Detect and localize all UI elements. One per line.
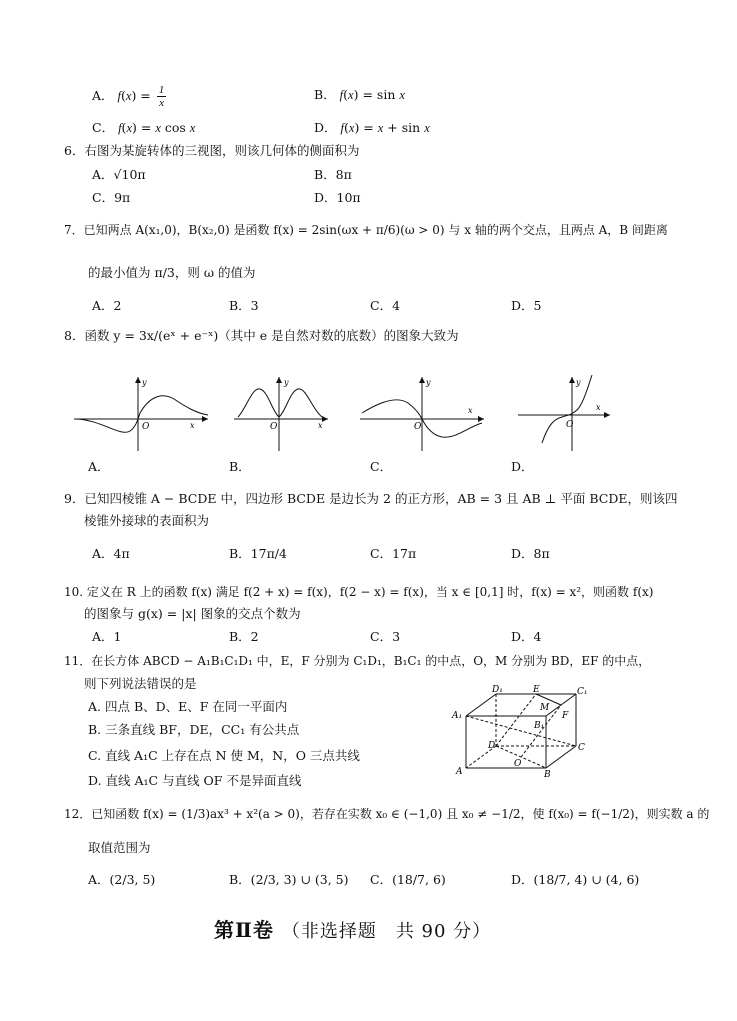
q5-option-c: C． f(x) = x cos x xyxy=(92,120,196,135)
q9-option-c: C．17π xyxy=(370,546,417,561)
q6-option-c: C．9π xyxy=(92,190,131,205)
q8-graph-d-ylabel: y xyxy=(576,378,581,387)
q7-option-b: B．3 xyxy=(229,298,259,313)
q9-stem-line1: 9．已知四棱锥 A − BCDE 中，四边形 BCDE 是边长为 2 的正方形，AB = 3 且 AB ⊥ 平面 BCDE，则该四 xyxy=(64,491,678,506)
q10-option-d: D．4 xyxy=(511,629,542,644)
fig-label-b1: B₁ xyxy=(534,721,545,731)
q10-option-a: A．1 xyxy=(92,629,122,644)
q8-label-c: C． xyxy=(370,459,393,474)
q9-option-d: D．8π xyxy=(511,546,550,561)
q8-stem: 8．函数 y = 3x/(eˣ + e⁻ˣ)（其中 e 是自然对数的底数）的图象大致为 xyxy=(64,328,459,343)
q7-stem-body: A(x₁,0)，B(x₂,0) 是函数 f(x) = 2sin(ωx + π/6)(ω > 0) 与 x 轴的两个交点，且两点 A，B 间距离 xyxy=(135,223,668,237)
section-title-main: 第Ⅱ卷 xyxy=(214,918,274,942)
q11-stem-line1: 11．在长方体 ABCD − A₁B₁C₁D₁ 中，E，F 分别为 C₁D₁，B₁C₁ 的中点，O，M 分别为 BD，EF 的中点， xyxy=(64,654,651,668)
q8-graph-a xyxy=(72,373,212,453)
q9-option-b: B．17π/4 xyxy=(229,546,287,561)
q5-option-a-math: f xyxy=(117,89,121,103)
q10-option-b: B．2 xyxy=(229,629,259,644)
q11-cuboid-figure xyxy=(448,684,598,779)
q6-stem: 6．右图为某旋转体的三视图，则该几何体的侧面积为 xyxy=(64,143,360,158)
q6-option-a: A．√10π xyxy=(92,167,146,182)
q5-option-c-label: C． xyxy=(92,120,115,135)
fig-label-m: M xyxy=(540,703,550,713)
q8-label-b: B． xyxy=(229,459,251,474)
fig-label-d1: D₁ xyxy=(492,685,503,695)
q5-option-b-label: B． xyxy=(314,87,336,102)
fig-label-e: E xyxy=(533,685,540,695)
q10-option-c: C．3 xyxy=(370,629,401,644)
q12-option-a: A．(2/3, 5) xyxy=(88,872,156,887)
q6-option-d: D．10π xyxy=(314,190,361,205)
q5-option-b: B． f(x) = sin x xyxy=(314,87,405,102)
q8-graph-c xyxy=(358,373,488,453)
q5-option-a-label: A． xyxy=(92,88,114,103)
fig-label-c1: C₁ xyxy=(577,687,588,697)
q7-stem-line1 xyxy=(64,222,668,238)
fig-label-a: A xyxy=(456,767,463,777)
q6-option-b: B．8π xyxy=(314,167,352,182)
section-title xyxy=(214,914,491,943)
fig-label-d: D xyxy=(488,741,496,751)
fig-label-f: F xyxy=(562,711,569,721)
q8-graph-d xyxy=(516,373,616,453)
q7-stem-prefix: 7．已知两点 xyxy=(64,223,132,237)
q8-label-a: A． xyxy=(88,459,110,474)
q8-graph-d-origin: O xyxy=(566,420,574,430)
q5-option-d-label: D． xyxy=(314,120,337,135)
fig-label-o: O xyxy=(514,759,522,769)
q11-option-a: A. 四点 B、D、E、F 在同一平面内 xyxy=(88,699,288,714)
q10-stem-line1: 10. 定义在 R 上的函数 f(x) 满足 f(2 + x) = f(x)，f(2 − x) = f(x)，当 x ∈ [0,1] 时，f(x) = x²，则函数 f(x) xyxy=(64,585,654,599)
q9-stem-line2: 棱锥外接球的表面积为 xyxy=(84,513,210,528)
q12-stem-line2: 取值范围为 xyxy=(88,840,151,855)
q8-graph-d-xlabel: x xyxy=(596,403,601,412)
q12-option-b: B．(2/3, 3) ∪ (3, 5) xyxy=(229,872,349,887)
q8-label-d: D． xyxy=(511,459,534,474)
q7-option-c: C．4 xyxy=(370,298,401,313)
q8-graph-c-origin: O xyxy=(414,422,422,432)
q8-graph-c-xlabel: x xyxy=(468,406,473,415)
q8-graph-b xyxy=(232,373,332,453)
q8-graph-b-origin: O xyxy=(270,422,278,432)
q9-option-a: A．4π xyxy=(92,546,130,561)
q12-option-d: D．(18/7, 4) ∪ (4, 6) xyxy=(511,872,640,887)
q8-graph-b-xlabel: x xyxy=(318,421,323,430)
q8-graph-a-origin: O xyxy=(142,422,150,432)
fig-label-c: C xyxy=(578,743,585,753)
q12-option-c: C．(18/7, 6) xyxy=(370,872,446,887)
fig-label-b: B xyxy=(544,770,551,779)
q7-option-a: A．2 xyxy=(92,298,122,313)
q11-option-b: B. 三条直线 BF，DE，CC₁ 有公共点 xyxy=(88,722,300,737)
q12-stem-line1: 12．已知函数 f(x) = (1/3)ax³ + x²(a > 0)，若存在实数 x₀ ∈ (−1,0) 且 x₀ ≠ −1/2，使 f(x₀) = f(−1/2)，则实数 a 的 xyxy=(64,807,710,821)
q5-option-d: D． f(x) = x + sin x xyxy=(314,120,430,135)
q8-graph-a-xlabel: x xyxy=(190,421,195,430)
q11-option-c: C. 直线 A₁C 上存在点 N 使 M，N，O 三点共线 xyxy=(88,748,360,763)
q8-graph-a-ylabel: y xyxy=(142,378,147,387)
q8-graph-c-ylabel: y xyxy=(426,378,431,387)
q7-stem-line2: 的最小值为 π/3，则 ω 的值为 xyxy=(88,265,256,280)
q5-option-a: A． f(x) = $\frac{1}{x}$ xyxy=(92,84,165,109)
fig-label-a1: A₁ xyxy=(452,711,463,721)
q8-graph-b-ylabel: y xyxy=(284,378,289,387)
q7-option-d: D．5 xyxy=(511,298,542,313)
q11-stem-line2: 则下列说法错误的是 xyxy=(84,676,197,691)
q11-option-d: D. 直线 A₁C 与直线 OF 不是异面直线 xyxy=(88,773,302,788)
section-title-sub: （非选择题 共 90 分） xyxy=(281,921,492,942)
q10-stem-line2: 的图象与 g(x) = |x| 图象的交点个数为 xyxy=(84,606,301,621)
